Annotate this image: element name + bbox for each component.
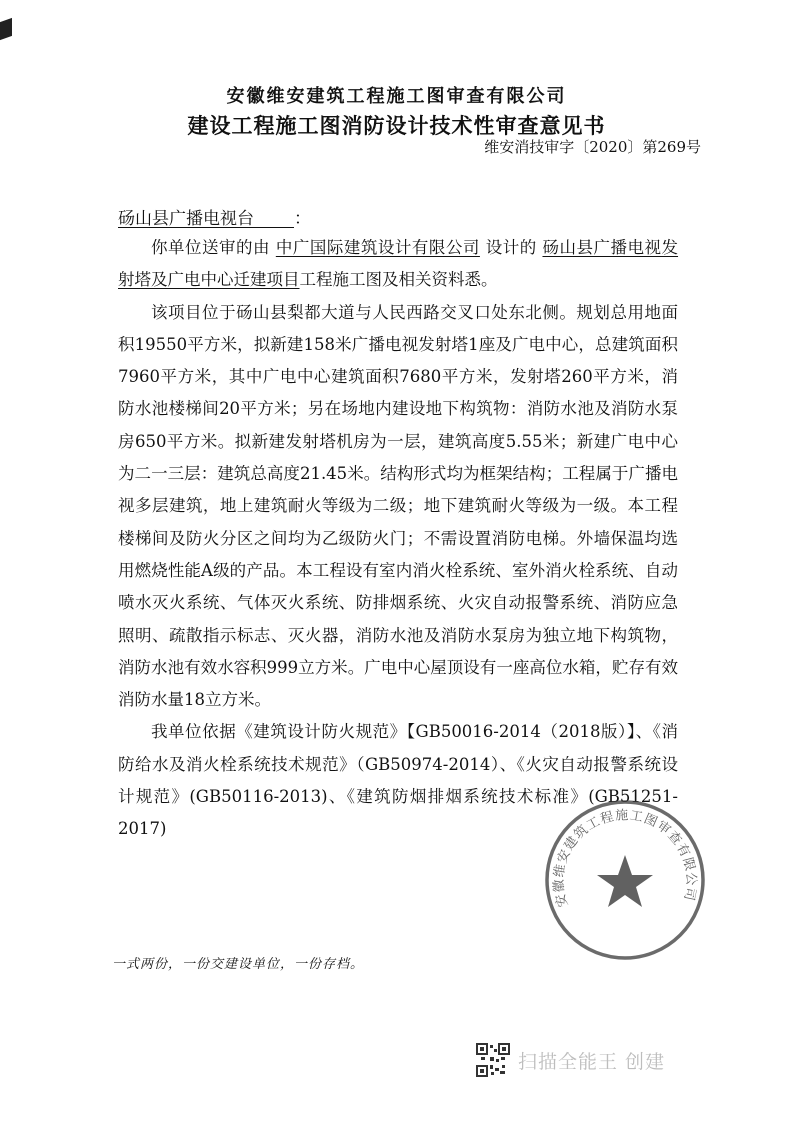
- paragraph-standards: 我单位依据《建筑设计防火规范》【GB50016-2014（2018版）】、《消防给水及消火栓系统技术规范》（GB50974-2014）、《火灾自动报警系统设计规范》(GB50116-2013)、《建筑防烟排烟系统技术标准》(GB51251-2017): [118, 722, 678, 839]
- intro-text-3: 工程施工图及相关资料悉。: [299, 270, 498, 290]
- document-number: 维安消技审字〔2020〕第269号: [484, 138, 701, 156]
- paragraph-project-description: 该项目位于砀山县梨都大道与人民西路交叉口处东北侧。规划总用地面积19550平方米，拟新建158米广播电视发射塔1座及广电中心，总建筑面积7960平方米，其中广电中心建筑面积7680平方米，发射塔260平方米，消防水池楼梯间20平方米；另在场地内建设地下构筑物：消防水池及消防水泵房650平方米。拟新建发射塔机房为一层，建筑高度5.55米；新建广电中心为二一三层：建筑总高度21.45米。结构形式均为框架结构；工程属于广播电视多层建筑，地上建筑耐火等级为二级；地下建筑耐火等级为一级。本工程楼梯间及防火分区之间均为乙级防火门；不需设置消防电梯。外墙保温均选用燃烧性能A级的产品。本工程设有室内消火栓系统、室外消火栓系统、自动喷水灭火系统、气体灭火系统、防排烟系统、火灾自动报警系统、消防应急照明、疏散指示标志、灭火器，消防水池及消防水泵房为独立地下构筑物，消防水池有效水容积999立方米。广电中心屋顶设有一座高位水箱，贮存有效消防水量18立方米。: [118, 302, 678, 710]
- designer-name: 中广国际建筑设计有限公司: [275, 238, 480, 257]
- scanner-watermark: [476, 1040, 665, 1080]
- project-name: 砀山县广播电视发射塔及广电中心迁建项目: [118, 238, 679, 290]
- addressee-suffix: ：: [294, 209, 311, 229]
- scanner-watermark-text: 扫描全能王 创建: [518, 1050, 666, 1073]
- scan-artifact: [0, 18, 12, 40]
- document-body: [118, 232, 678, 846]
- company-name: 安徽维安建筑工程施工图审查有限公司: [226, 86, 567, 107]
- addressee: [118, 204, 311, 229]
- svg-text:安徽维安建筑工程施工图审查有限公司: 安徽维安建筑工程施工图审查有限公司: [551, 808, 699, 909]
- intro-text-2: 设计的: [485, 238, 537, 257]
- intro-text-1: 你单位送审的由: [151, 238, 271, 257]
- paragraph-intro: [118, 232, 678, 297]
- addressee-name: 砀山县广播电视台: [118, 209, 254, 229]
- qr-code-icon: [476, 1043, 510, 1077]
- footnote: 一式两份，一份交建设单位，一份存档。: [112, 957, 365, 972]
- official-seal-stamp: [540, 795, 710, 965]
- document-title: 建设工程施工图消防设计技术性审查意见书: [187, 114, 606, 138]
